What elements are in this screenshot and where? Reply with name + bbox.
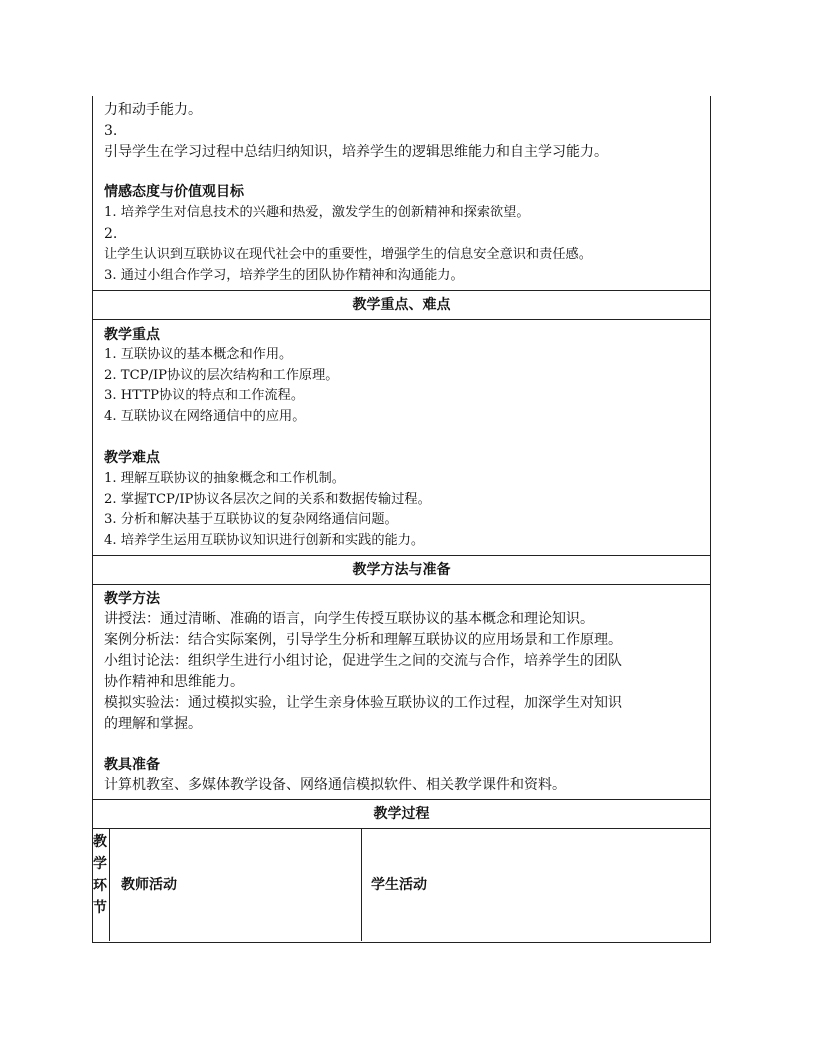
ability-3-number: 3. bbox=[104, 123, 118, 139]
teacher-activity-header: 教师活动 bbox=[121, 877, 177, 893]
side-char: 教 bbox=[93, 834, 107, 850]
side-char: 节 bbox=[93, 900, 107, 916]
side-char: 环 bbox=[93, 878, 107, 894]
difficulty-item: 3. 分析和解决基于互联协议的复杂网络通信问题。 bbox=[104, 512, 398, 527]
focus-item: 3. HTTP协议的特点和工作流程。 bbox=[104, 388, 305, 403]
student-activity-header: 学生活动 bbox=[371, 877, 427, 893]
ability-3-text: 引导学生在学习过程中总结归纳知识，培养学生的逻辑思维能力和自主学习能力。 bbox=[104, 144, 608, 160]
row-divider bbox=[93, 799, 710, 800]
difficulty-item: 2. 掌握TCP/IP协议各层次之间的关系和数据传输过程。 bbox=[104, 492, 431, 507]
row-divider bbox=[93, 828, 710, 829]
side-char: 学 bbox=[93, 856, 107, 872]
focus-title: 教学重点 bbox=[104, 327, 160, 343]
key-points-header: 教学重点、难点 bbox=[352, 297, 451, 313]
focus-item: 4. 互联协议在网络通信中的应用。 bbox=[104, 409, 306, 424]
method-line: 模拟实验法：通过模拟实验，让学生亲身体验互联协议的工作过程，加深学生对知识 bbox=[104, 695, 622, 711]
tools-title: 教具准备 bbox=[104, 757, 160, 773]
lesson-plan-table bbox=[92, 96, 711, 943]
tools-text: 计算机教室、多媒体教学设备、网络通信模拟软件、相关教学课件和资料。 bbox=[104, 777, 566, 793]
row-divider bbox=[93, 584, 710, 585]
method-line: 的理解和掌握。 bbox=[104, 716, 202, 732]
method-line: 小组讨论法：组织学生进行小组讨论，促进学生之间的交流与合作，培养学生的团队 bbox=[104, 653, 622, 669]
emotion-goal-3: 3. 通过小组合作学习，培养学生的团队协作精神和沟通能力。 bbox=[104, 268, 464, 283]
row-divider bbox=[93, 319, 710, 320]
column-divider bbox=[109, 829, 110, 941]
ability-tail-text: 力和动手能力。 bbox=[104, 102, 202, 118]
difficulty-item: 4. 培养学生运用互联协议知识进行创新和实践的能力。 bbox=[104, 533, 425, 548]
methods-header: 教学方法与准备 bbox=[352, 562, 451, 578]
focus-item: 1. 互联协议的基本概念和作用。 bbox=[104, 347, 293, 362]
row-divider bbox=[93, 290, 710, 291]
emotion-goal-2-number: 2. bbox=[104, 226, 118, 242]
column-divider bbox=[361, 829, 362, 941]
row-divider bbox=[93, 555, 710, 556]
focus-item: 2. TCP/IP协议的层次结构和工作原理。 bbox=[104, 368, 339, 383]
emotion-goal-2-text: 让学生认识到互联协议在现代社会中的重要性，增强学生的信息安全意识和责任感。 bbox=[104, 247, 592, 262]
method-line: 协作精神和思维能力。 bbox=[104, 674, 244, 690]
method-line: 案例分析法：结合实际案例，引导学生分析和理解互联协议的应用场景和工作原理。 bbox=[104, 632, 622, 648]
method-line: 讲授法：通过清晰、准确的语言，向学生传授互联协议的基本概念和理论知识。 bbox=[104, 611, 594, 627]
process-header: 教学过程 bbox=[373, 806, 430, 822]
emotion-goal-1: 1. 培养学生对信息技术的兴趣和热爱，激发学生的创新精神和探索欲望。 bbox=[104, 205, 530, 220]
emotion-goals-title: 情感态度与价值观目标 bbox=[104, 184, 244, 200]
process-side-label bbox=[93, 830, 109, 941]
difficulty-item: 1. 理解互联协议的抽象概念和工作机制。 bbox=[104, 471, 345, 486]
difficulty-title: 教学难点 bbox=[104, 450, 160, 466]
methods-title: 教学方法 bbox=[104, 591, 160, 607]
